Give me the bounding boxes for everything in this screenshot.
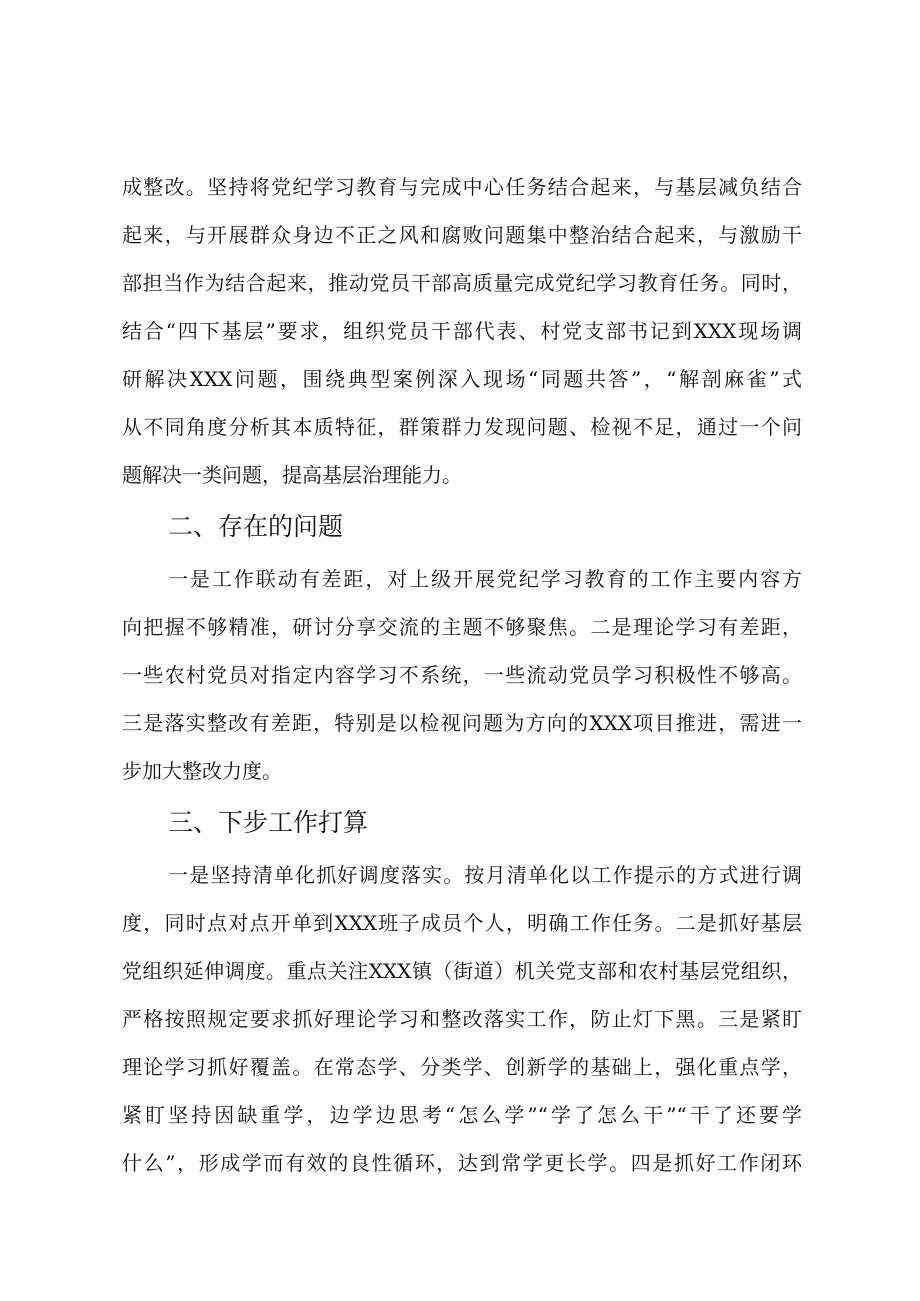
text-line: 一些农村党员对指定内容学习不系统，一些流动党员学习积极性不够高。	[122, 663, 802, 687]
text-line: 成整改。坚持将党纪学习教育与完成中心任务结合起来，与基层减负结合	[122, 175, 802, 199]
text-line: 度，同时点对点开单到XXX班子成员个人，明确工作任务。二是抓好基层	[122, 911, 802, 935]
paragraph-problems	[122, 555, 802, 795]
paragraph-section1-tail	[122, 163, 802, 499]
text-line: 题解决一类问题，提高基层治理能力。	[122, 463, 462, 487]
text-line: 一是工作联动有差距，对上级开展党纪学习教育的工作主要内容方	[168, 567, 802, 591]
text-line: 一是坚持清单化抓好调度落实。按月清单化以工作提示的方式进行调	[168, 863, 802, 887]
document-body	[122, 163, 802, 1187]
text-line: 紧盯坚持因缺重学，边学边思考“怎么学”“学了怎么干”“干了还要学	[122, 1103, 802, 1127]
text-line: 起来，与开展群众身边不正之风和腐败问题集中整治结合起来，与激励干	[122, 223, 802, 247]
section-heading-next-steps: 三、下步工作打算	[168, 808, 369, 837]
paragraph-next-steps	[122, 851, 802, 1187]
text-line: 理论学习抓好覆盖。在常态学、分类学、创新学的基础上，强化重点学，	[122, 1055, 802, 1079]
text-line: 三是落实整改有差距，特别是以检视问题为方向的XXX项目推进，需进一	[122, 711, 802, 735]
text-line: 从不同角度分析其本质特征，群策群力发现问题、检视不足，通过一个问	[122, 415, 802, 439]
text-line: 严格按照规定要求抓好理论学习和整改落实工作，防止灯下黑。三是紧盯	[122, 1007, 802, 1031]
text-line: 部担当作为结合起来，推动党员干部高质量完成党纪学习教育任务。同时，	[122, 271, 802, 295]
text-line: 党组织延伸调度。重点关注XXX镇（街道）机关党支部和农村基层党组织，	[122, 959, 802, 983]
text-line: 结合“四下基层”要求，组织党员干部代表、村党支部书记到XXX现场调	[122, 319, 802, 343]
text-line: 步加大整改力度。	[122, 759, 282, 783]
section-heading-problems: 二、存在的问题	[168, 512, 344, 541]
text-line: 什么”，形成学而有效的良性循环，达到常学更长学。四是抓好工作闭环	[122, 1151, 802, 1175]
text-line: 研解决XXX问题，围绕典型案例深入现场“同题共答”，“解剖麻雀”式	[122, 367, 802, 391]
text-line: 向把握不够精准，研讨分享交流的主题不够聚焦。二是理论学习有差距，	[122, 615, 802, 639]
